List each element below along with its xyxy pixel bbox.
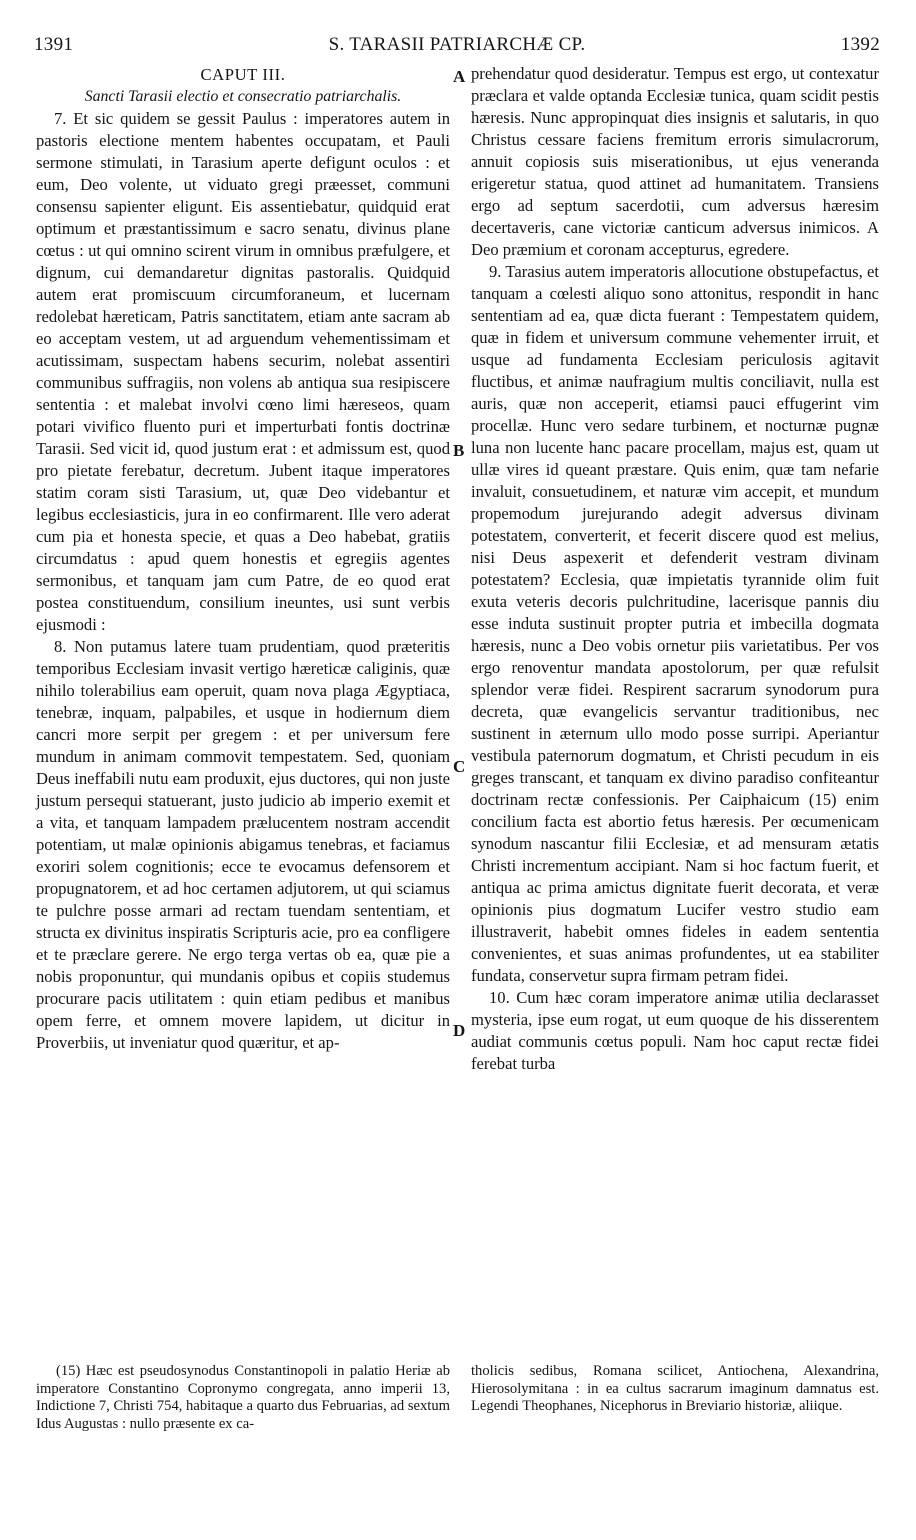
paragraph-8: 8. Non putamus latere tuam prudentiam, quod præteritis temporibus Ecclesiam invasit vertigo hæreticæ caliginis, quæ nihilo tolerabilius eam operuit, quam nova plaga Ægyptiaca, tenebræ, inquam, palpabiles, et usque in hodiernum diem cancri more serpit per gregem : et per universum fere mundum in animam commovit tempestatem. Sed, quoniam Deus ineffabili nutu eam produxit, ejus ductores, qui non juste justum persequi statuerant, justo judicio ab imperio exemit et a vita, et tanquam lampadem prælucentem nostram accendit potentiam, ut malæ opinionis abigamus tenebras, et faciamus exoriri solem cognitionis; ecce te evocamus defensorem et propugnatorem, et ad hoc certamen adjutorem, ut qui sciamus te pulchre posse armari ad rectam tuendam sententiam, et structa ex divinitus inspiratis Scripturis acie, pro ea confligere et te præclare gerere. Ne ergo terga vertas ob ea, quæ pie a nobis proponuntur, qui mundanis opibus et copiis studemus procurare pacis utilitatem : quin etiam pedibus et manibus opem ferre, et omnem movere lapidem, ut dicitur in Proverbiis, ut inveniatur quod quæritur, et ap- [36,637,451,1052]
page-number-left: 1391 [34,34,74,55]
footnote-left: (15) Hæc est pseudosynodus Constantinopoli in palatio Heriæ ab imperatore Constantino Copronymo congregata, anno imperii 13, Indictione 7, Christi 754, habitaque a quarto dus Februarias, ad sextum Idus Augustas : nullo præsente ex ca- [36,1363,450,1432]
margin-letter-c: C [453,757,466,776]
page-number-right: 1392 [840,34,880,55]
footnote-right: tholicis sedibus, Romana scilicet, Antiochena, Alexandrina, Hierosolymitana : in ea cultus sacrarum imaginum damnatus est. Legendi Theophanes, Nicephorus in Breviario historiæ, aliique. [471,1363,879,1415]
right-column [471,63,879,1075]
margin-letter-d: D [453,1021,466,1040]
running-header [34,34,880,60]
paragraph-10: 10. Cum hæc coram imperatore animæ utilia declarasset mysteria, ipse eum rogat, ut eum quoque de his disserentem audiat communis cœtus populi. Nam hoc caput rectæ fidei ferebat turba [471,988,879,1073]
chapter-subtitle: Sancti Tarasii electio et consecratio patriarchalis. [84,88,402,105]
margin-letter-a: A [453,67,466,86]
paragraph-7: 7. Et sic quidem se gessit Paulus : imperatores autem in pastoris electione mentem habentes occupatam, et Pauli sermone stimulati, in Tarasium aperte defigunt oculos : et eum, Deo volente, ut viduato gregi præesset, communi consensu sapienter eligunt. Eis assentiebatur, quidquid erat optimum et præstantissimum e sacro senatu, divinus plane cœtus : ut qui omnino scirent virum in omnibus præfulgere, et dignum, cui demandaretur dignitas pastoralis. Quidquid autem erat promiscuum circumforaneum, et lucernam redolebat hæreticam, Patris sanctitatem, etiam ante sacram ab eo acceptam vestem, ut ad arguendum vehementissimam et acutissimam, suspectam habens securim, nolebat assentiri communibus suffragiis, non volens ab antiqua sua resipiscere sententia : et malebat involvi cœno limi hæreseos, quam potari vivifico fluento puri et imperturbati fontis doctrinæ Tarasii. Sed vicit id, quod justum erat : et admissum est, quod pro pietate ferebatur, decretum. Jubent itaque imperatores statim coram sisti Tarasium, ut, quæ Deo videbantur et legibus ecclesiasticis, jura in eo confirmarent. Ille vero aderat cum pia et honesta specie, et quas a Deo habebat, gratiis circumdatus : apud quem honestis et egregiis agentes sermonibus, et tanquam jam cum Patre, de eo quod erat postea constituendum, consilium ineuntes, usi sunt verbis ejusmodi : [36,109,450,634]
running-title: S. TARASII PATRIARCHÆ CP. [328,34,586,55]
chapter-heading: CAPUT III. [200,65,286,84]
paragraph-9: 9. Tarasius autem imperatoris allocutione obstupefactus, et tanquam a cœlesti aliquo sono attonitus, respondit in hanc sententiam ad ea, quæ dicta fuerant : Tempestatem quidem, quæ in fidem et universum commune vehementer irruit, et usque ad fundamenta Ecclesiam periculosis agitavit fluctibus, et animæ naufragium multis conciliavit, nulla est auris, quæ non acceperit, etiamsi pauci effugerint vim procellæ. Hunc vero sedare turbinem, et nocturnæ pugnæ luna non lucente hanc pacare procellam, majus est, quam ut ullæ vires id queant præstare. Quis enim, quæ tam nefarie invaluit, consuetudinem, et naturæ vim accepit, et mundum propemodum jurejurando adegit adversus divinam potestatem, converterit, et fecerit discere quod est melius, nisi Deus aspexerit et defenderit vestram divinam potestatem? Ecclesia, quæ impietatis tyrannide olim fuit exuta veteris decoris pulchritudine, lacerisque pannis diu esse induta sustinuit propter putria et imbecilla dogmata hæresis, nunc a Deo vobis ornetur piis varietatibus. Per vos ergo renoventur mandata apostolorum, per quæ refulsit splendor veræ fidei. Respirent sacrarum synodorum pura decreta, quæ evangelicis servantur traditionibus, nec sustinent in æternum ullo modo posse surripi. Aperiantur vestibula paternorum dogmatum, et Christi pecudum in eis greges transcant, et tanquam ex divino paradiso confiteantur doctrinam rectæ confessionis. Per Caiphaicum (15) enim concilium facta est abortio fetus hæresis. Per œcumenicam synodum nascantur filii Ecclesiæ, et ad mensuram ætatis Christi incrementum accipiant. Nam si hoc factum fuerit, et antiqua ac prima amictus dignitate fuerit decorata, et veræ opinionis pius dogmatum Lucifer vestro studio eam illustraverit, habebit omnes fideles in eadem sententia convenientes, et suas animas profundentes, ut ea stabiliter fundata, conservetur supra firmam petram fidei. [471,262,879,985]
margin-letter-b: B [453,441,465,460]
paragraph-8-continued: prehendatur quod desideratur. Tempus est ergo, ut contexatur præclara et valde optanda Ecclesiæ tunica, quam scidit pestis hæresis. Nunc appropinquat dies insignis et salutaris, in quo Christus cessare faciens fremitum erroris simulacrorum, annuit copiosis suis miserationibus, ut ejus veneranda erigeretur statua, quod attinet ad humanitatem. Transiens ergo ad septum sacerdotii, cum adversus hæresim decertaveris, cane victoriæ canticum adversus inimicos. A Deo præmium et coronam accepturus, egredere. [471,64,879,259]
left-column [36,64,450,1054]
